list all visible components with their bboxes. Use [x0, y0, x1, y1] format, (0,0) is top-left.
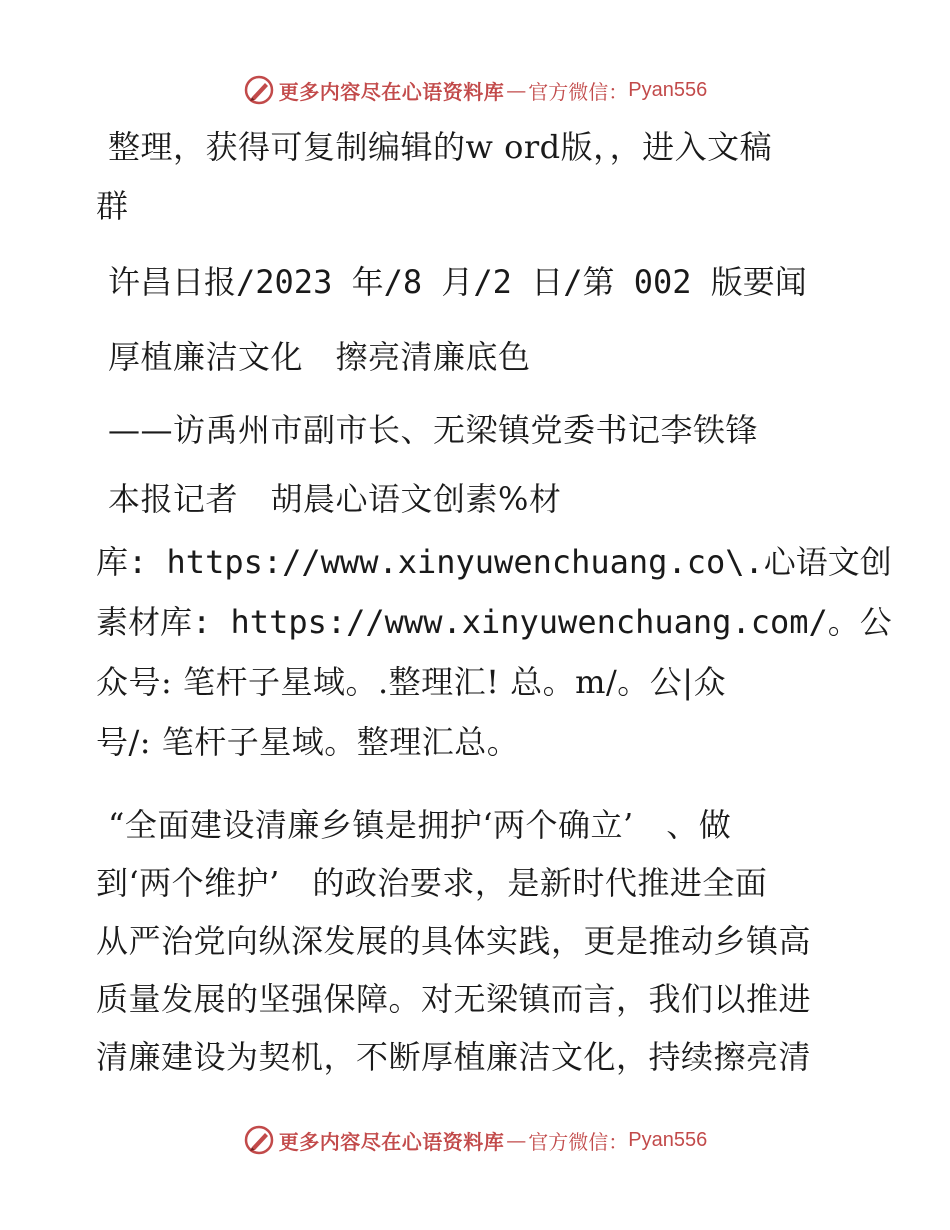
header-banner — [0, 70, 950, 110]
document-content — [96, 118, 892, 1086]
noise-line: 库: https://www.xinyuwenchuang.co\.心语文创 — [96, 543, 892, 581]
headline: 厚植廉洁文化 擦亮清廉底色 — [108, 338, 531, 376]
intro-line: 群 — [96, 187, 129, 225]
body-line: 质量发展的坚强保障。对无梁镇而言，我们以推进 — [96, 980, 812, 1018]
pen-logo-icon — [243, 74, 275, 106]
body-line: 清廉建设为契机，不断厚植廉洁文化，持续擦亮清 — [96, 1038, 812, 1076]
publication-meta: 许昌日报/2023 年/8 月/2 日/第 002 版要闻 — [108, 263, 807, 301]
banner-wechat-label: 官方微信： — [528, 1129, 629, 1154]
noise-line: 号/: 笔杆子星域。整理汇总。 — [96, 723, 520, 761]
noise-line: 众号: 笔杆子星域。.整理汇! 总。m/。公|众 — [96, 663, 727, 701]
paragraph-gap — [96, 772, 856, 796]
footer-banner — [0, 1120, 950, 1160]
banner-wechat-id: Pyan556 — [628, 1128, 708, 1151]
banner-wechat-id: Pyan556 — [628, 78, 708, 101]
body-line: 到‘两个维护’ 的政治要求，是新时代推进全面 — [96, 864, 768, 902]
intro-line: 整理，获得可复制编辑的w ord版，，进入文稿 — [108, 128, 773, 166]
body-line: “全面建设清廉乡镇是拥护‘两个确立’ 、做 — [108, 806, 732, 844]
banner-text: 更多内容尽在心语资料库 — [278, 79, 505, 104]
banner-text: 更多内容尽在心语资料库 — [278, 1129, 505, 1154]
banner-dash: — — [506, 78, 527, 102]
noise-line: 素材库: https://www.xinyuwenchuang.com/。公 — [96, 603, 892, 641]
banner-wechat-label: 官方微信： — [528, 79, 629, 104]
subheadline: ——访禹州市副市长、无梁镇党委书记李铁锋 — [108, 411, 759, 449]
pen-logo-icon — [243, 1124, 275, 1156]
banner-dash: — — [506, 1128, 527, 1152]
author-line: 本报记者 胡晨心语文创素%材 — [108, 480, 562, 518]
body-line: 从严治党向纵深发展的具体实践，更是推动乡镇高 — [96, 922, 812, 960]
